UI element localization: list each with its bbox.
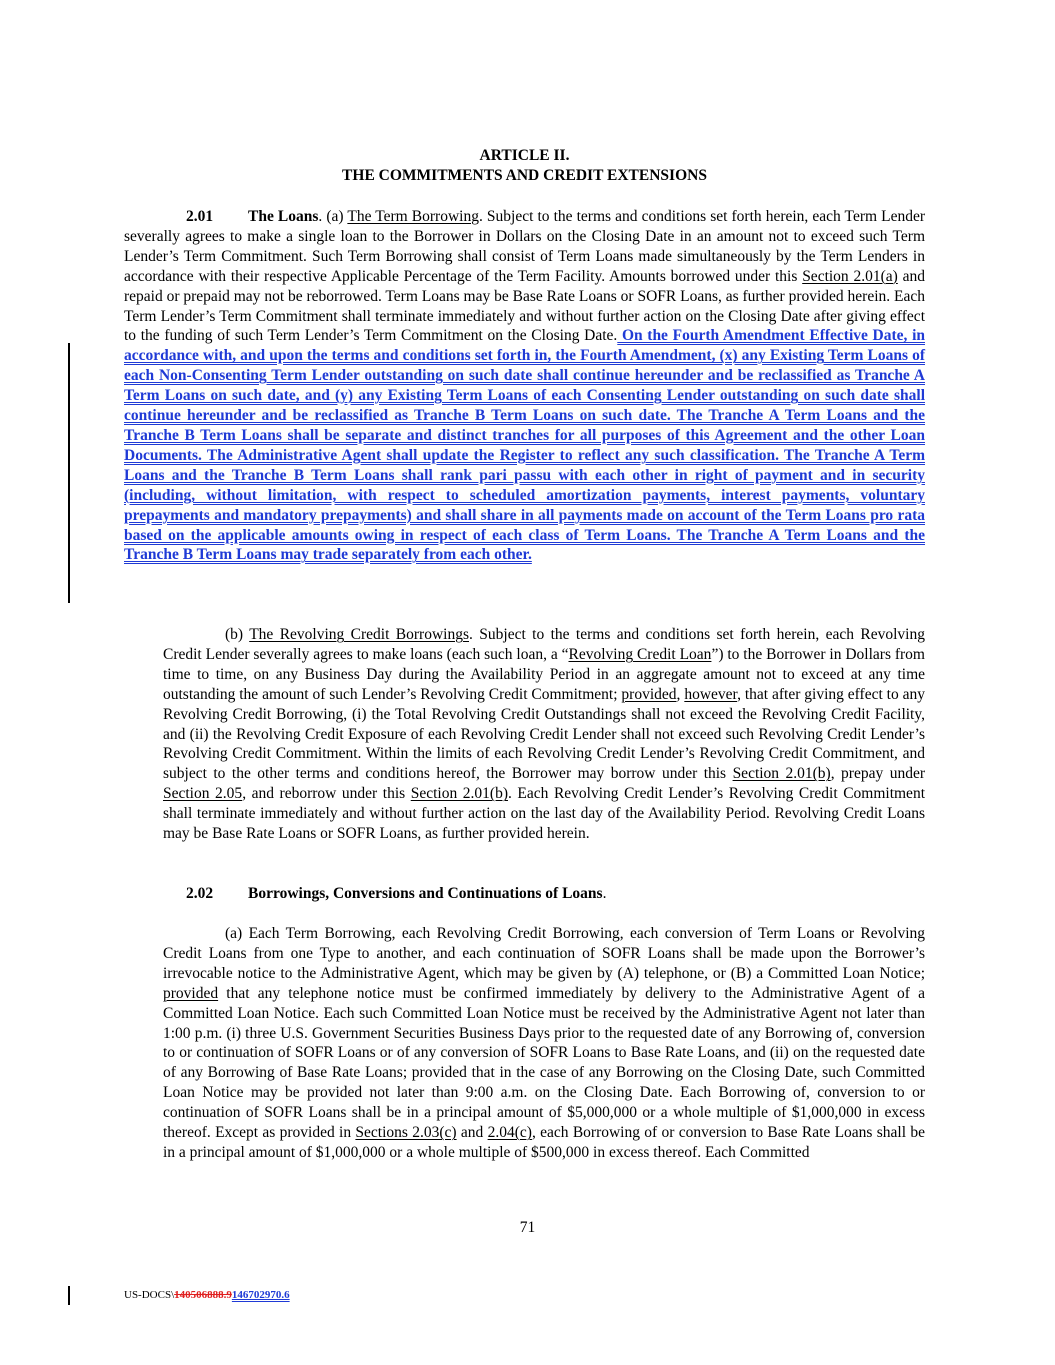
- sub-b-label: (b): [225, 626, 244, 643]
- borrowings-text-4: , each Borrowing of or conversion to Base Rate Loans shall be in a principal amount of $1,000,000 or a whole multiple of $500,000 in excess thereof. Each Committed: [163, 1124, 925, 1161]
- revolving-text-4: , prepay under: [830, 765, 925, 783]
- section-2-01-title: The Loans: [248, 208, 319, 225]
- term-borrowing-text-1: Subject to the terms and conditions set forth herein, each Term Lender severally agrees to make a single loan to the Borrower in Dollars on the Closing Date in an amount not to exceed such Term Lender’s Term Commitment. Such Term Borrowing shall consist of Term Loans made simultaneously by the Term Lenders in accordance with their respective Applicable Percentage of the Term Facility. Amounts borrowed under this: [124, 208, 926, 285]
- borrowings-text-3: and: [456, 1124, 488, 1142]
- change-bar: [68, 343, 70, 603]
- page-number: 71: [519, 1219, 536, 1236]
- revolving-text-1: . Subject to the terms and conditions set forth herein, each Revolving Credit Lender severally agrees to make loans (each such loan, a “: [163, 626, 925, 663]
- section-2-01-paragraph-b: [163, 625, 925, 844]
- document-id-footer: [124, 1289, 290, 1301]
- section-2-01-number: 2.01: [186, 208, 214, 225]
- section-ref-2-01a: Section 2.01(a): [802, 267, 898, 285]
- doc-id-prefix: US-DOCS\: [124, 1289, 175, 1301]
- article-title: THE COMMITMENTS AND CREDIT EXTENSIONS: [342, 167, 707, 184]
- added-doc-id: 146702970.6: [231, 1289, 290, 1301]
- footer-change-bar: [68, 1286, 70, 1305]
- section-2-02-paragraph-a: [163, 924, 925, 1163]
- defined-term-revolving-credit-loan: Revolving Credit Loan: [568, 645, 712, 663]
- section-2-02-number: 2.02: [186, 885, 214, 902]
- comma: ,: [676, 685, 685, 703]
- section-ref-2-05: Section 2.05: [163, 785, 243, 803]
- revolving-text-2: ”) to the Borrower in Dollars from time to time, on any Business Day during the Availability Period in an aggregate amount not to exceed at any time outstanding the amount of such Lender’s Revolving Credit Commitment;: [163, 645, 925, 703]
- term-borrowing-heading: The Term Borrowing: [347, 208, 479, 225]
- section-2-02-title: Borrowings, Conversions and Continuations of Loans: [248, 885, 603, 902]
- section-ref-2-01b: Section 2.01(b): [732, 765, 831, 783]
- revolving-text-3: , that after giving effect to any Revolving Credit Borrowing, (i) the Total Revolving Credit Outstandings shall not exceed the Revolving Credit Facility, and (ii) the Revolving Credit Exposure of each Revolving Credit Lender shall not exceed such Revolving Credit Lender’s Revolving Credit Commitment. Within the limits of each Revolving Credit Lender’s Revolving Credit Commitment, and subject to the other terms and conditions hereof, the Borrower may borrow under this: [163, 685, 926, 783]
- provided-term: provided: [621, 685, 677, 703]
- revolving-borrowings-heading: The Revolving Credit Borrowings: [249, 626, 469, 643]
- term-borrowing-text-2: and repaid or prepaid may not be reborrowed. Term Loans may be Base Rate Loans or SOFR Loans, as further provided herein. Each Term Lender’s Term Commitment shall terminate immediately and without further action on the Closing Date after giving effect to the funding of such Term Lender’s Term Commitment on the Closing Date.: [124, 267, 925, 345]
- revolving-text-5: , and reborrow under this: [242, 785, 411, 803]
- section-ref-2-03c: Sections 2.03(c): [355, 1124, 457, 1142]
- fourth-amendment-insertion: On the Fourth Amendment Effective Date, in accordance with, and upon the terms and conditions set forth in, the Fourth Amendment, (x) any Existing Term Loans of each Non-Consenting Term Lender outstanding on such date shall continue hereunder and be reclassified as Tranche A Term Loans on such date, and (y) any Existing Term Loans of each Consenting Lender outstanding on such date shall continue hereunder and be reclassified as Tranche B Term Loans on such date. The Tranche A Term Loans and the Tranche B Term Loans shall be separate and distinct tranches for all purposes of this Agreement and the other Loan Documents. The Administrative Agent shall update the Register to reflect any such classification. The Tranche A Term Loans and the Tranche B Term Loans shall rank pari passu with each other in right of payment and in security (including, without limitation, with respect to scheduled amortization payments, interest payments, voluntary prepayments and mandatory prepayments) and shall share in all payments made on account of the Term Loans pro rata based on the applicable amounts owing in respect of each class of Term Loans. The Tranche A Term Loans and the Tranche B Term Loans may trade separately from each other.: [124, 327, 925, 564]
- revolving-text-6: . Each Revolving Credit Lender’s Revolving Credit Commitment shall terminate immediately and without further action on the last day of the Availability Period. Revolving Credit Loans may be Base Rate Loans or SOFR Loans, as further provided herein.: [163, 785, 925, 843]
- section-ref-2-04c: 2.04(c): [487, 1124, 532, 1142]
- section-2-02-heading: 2.02 Borrowings, Conversions and Continuations of Loans.: [186, 885, 607, 902]
- sub-a-label: (a): [326, 208, 344, 225]
- however-term: however: [684, 685, 738, 703]
- article-number: ARTICLE II.: [479, 147, 570, 164]
- deleted-doc-id: 140506888.9: [174, 1289, 232, 1301]
- section-ref-2-01b-second: Section 2.01(b): [410, 785, 508, 803]
- borrowings-text-2: that any telephone notice must be confirmed immediately by delivery to the Administrative Agent of a Committed Loan Notice. Each such Committed Loan Notice must be received by the Administrative Agent not later than 1:00 p.m. (i) three U.S. Government Securities Business Days prior to the requested date of any Borrowing of, conversion to or continuation of SOFR Loans or of any conversion of SOFR Loans to Base Rate Loans, and (ii) on the requested date of any Borrowing of Base Rate Loans; provided that in the case of any Borrowing on the Closing Date, such Committed Loan Notice may be provided not later than 9:00 a.m. on the Closing Date. Each Borrowing of, conversion to or continuation of SOFR Loans shall be in a principal amount of $5,000,000 or a whole multiple of $1,000,000 in excess thereof. Except as provided in: [163, 984, 925, 1142]
- borrowings-text-1: Each Term Borrowing, each Revolving Credit Borrowing, each conversion of Term Loans or Revolving Credit Loans from one Type to another, and each continuation of SOFR Loans shall be made upon the Borrower’s irrevocable notice to the Administrative Agent, which may be given by (A) telephone, or (B) a Committed Loan Notice;: [163, 925, 925, 982]
- section-2-01-paragraph-a: 2.01 The Loans. (a) The Term Borrowing. Subject to the terms and conditions set forth herein, each Term Lender severally agrees to make a single loan to the Borrower in Dollars on the Closing Date in an amount not to exceed such Term Lender’s Term Commitment. Such Term Borrowing shall consist of Term Loans made simultaneously by the Term Lenders in accordance with their respective Applicable Percentage of the Term Facility. Amounts borrowed under this Section 2.01(a) and repaid or prepaid may not be reborrowed. Term Loans may be Base Rate Loans or SOFR Loans, as further provided herein. Each Term Lender’s Term Commitment shall terminate immediately and without further action on the Closing Date after giving effect to the funding of such Term Lender’s Term Commitment on the Closing Date. On the Fourth Amendment Effective Date, in accordance with, and upon the terms and conditions set forth in, the Fourth Amendment, (x) any Existing Term Loans of each Non-Consenting Term Lender outstanding on such date shall continue hereunder and be reclassified as Tranche A Term Loans on such date, and (y) any Existing Term Loans of each Consenting Lender outstanding on such date shall continue hereunder and be reclassified as Tranche B Term Loans on such date. The Tranche A Term Loans and the Tranche B Term Loans shall be separate and distinct tranches for all purposes of this Agreement and the other Loan Documents. The Administrative Agent shall update the Register to reflect any such classification. The Tranche A Term Loans and the Tranche B Term Loans shall rank pari passu with each other in right of payment and in security (including, without limitation, with respect to scheduled amortization payments, interest payments, voluntary prepayments and mandatory prepayments) and shall share in all payments made on account of the Term Loans pro rata based on the applicable amounts owing in respect of each class of Term Loans. The Tranche A Term Loans and the Tranche B Term Loans may trade separately from each other.: [124, 208, 926, 564]
- sub-a-label-2-02: (a): [225, 925, 243, 942]
- provided-term-2-02: provided: [163, 984, 219, 1002]
